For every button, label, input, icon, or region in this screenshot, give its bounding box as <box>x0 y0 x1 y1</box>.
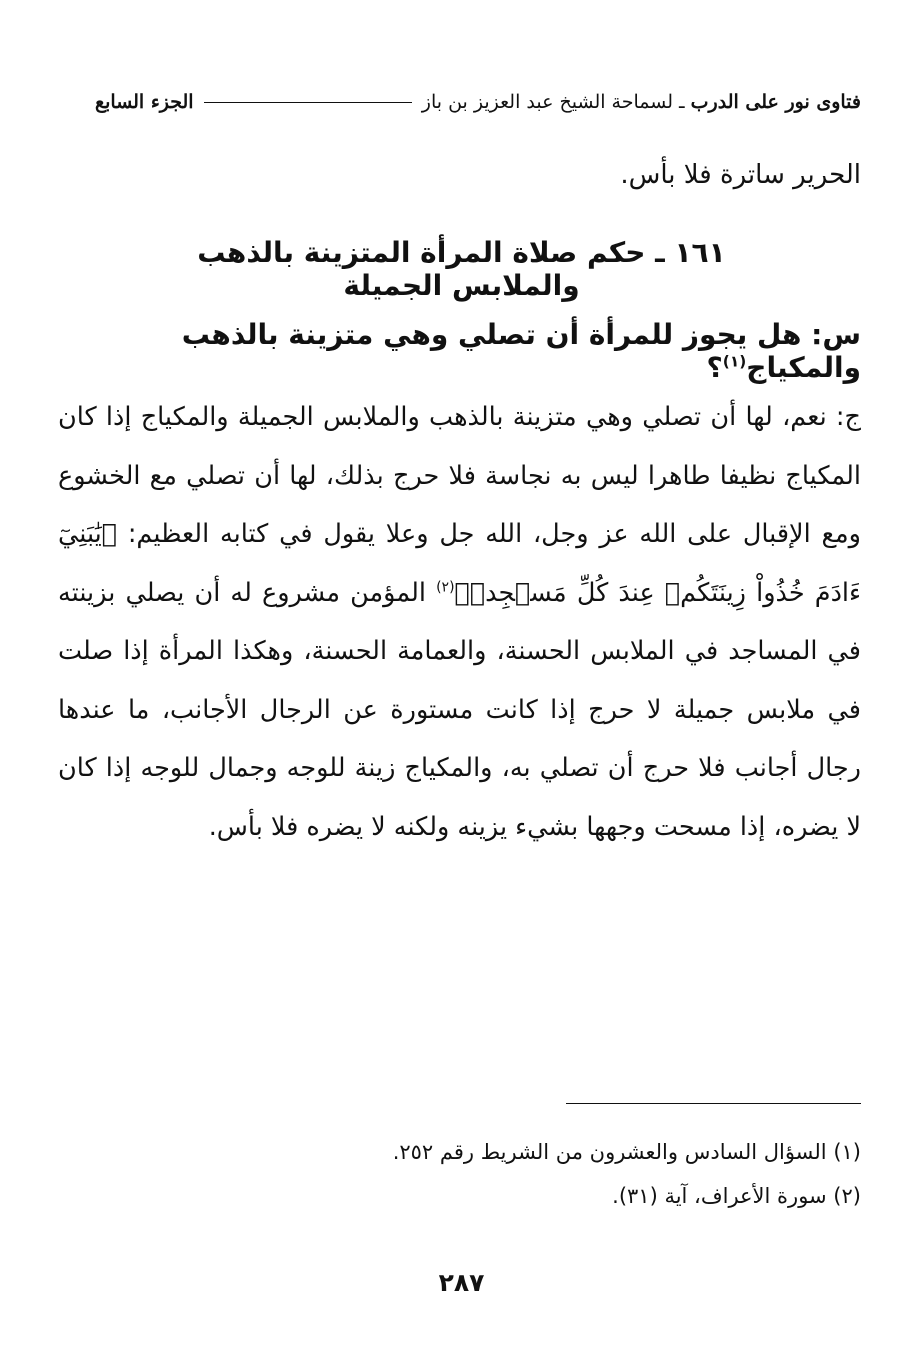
answer-paragraph <box>58 388 861 856</box>
answer-text-part1: ج: نعم، لها أن تصلي وهي متزينة بالذهب والملابس الجميلة والمكياج إذا كان المكياج نظيفا طاهرا ليس به نجاسة فلا حرج بذلك، لها أن تصلي مع الخشوع ومع الإقبال على الله عز وجل، الله جل وعلا يقول في كتابه العظيم: <box>58 402 861 549</box>
header-author: ـ لسماحة الشيخ عبد العزيز بن باز <box>421 91 685 113</box>
running-header <box>95 82 861 122</box>
header-book-title: فتاوى نور على الدرب <box>690 91 861 113</box>
question-text: س: هل يجوز للمرأة أن تصلي وهي متزينة بالذهب والمكياج <box>181 318 861 384</box>
header-left-group <box>422 91 861 113</box>
header-volume: الجزء السابع <box>95 91 194 113</box>
header-divider <box>204 102 412 103</box>
footnote-1: (١) السؤال السادس والعشرون من الشريط رقم ٢٥٢. <box>392 1140 861 1164</box>
continuation-text: الحرير ساترة فلا بأس. <box>620 160 861 190</box>
answer-text-part2: المؤمن مشروع له أن يصلي بزينته في المساجد في الملابس الحسنة، والعمامة الحسنة، وهكذا المرأة إذا صلت في ملابس جميلة لا حرج إذا كانت مستورة عن الرجال الأجانب، ما عندها رجال أجانب فلا حرج أن تصلي به، والمكياج زينة للوجه وجمال للوجه إذا كان لا يضره، إذا مسحت وجهها بشيء يزينه ولكنه لا يضره فلا بأس. <box>58 577 861 842</box>
section-title: ١٦١ ـ حكم صلاة المرأة المتزينة بالذهب والملابس الجميلة <box>197 236 726 302</box>
question-footnote-ref: (١) <box>722 352 747 371</box>
question <box>70 318 861 384</box>
quran-verse: ﴿يَٰبَنِيٓ ءَادَمَ خُذُواْ زِينَتَكُمۡ عِندَ كُلِّ مَسۡجِدٖ﴾ <box>58 519 861 608</box>
answer-body <box>58 388 861 856</box>
question-mark: ؟ <box>706 351 723 384</box>
footnote-2: (٢) سورة الأعراف، آية (٣١). <box>612 1184 861 1208</box>
page-number: ٢٨٧ <box>438 1268 485 1297</box>
footnotes <box>60 1130 861 1218</box>
footnote-divider <box>566 1103 861 1104</box>
verse-footnote-ref: (٢) <box>436 579 455 595</box>
